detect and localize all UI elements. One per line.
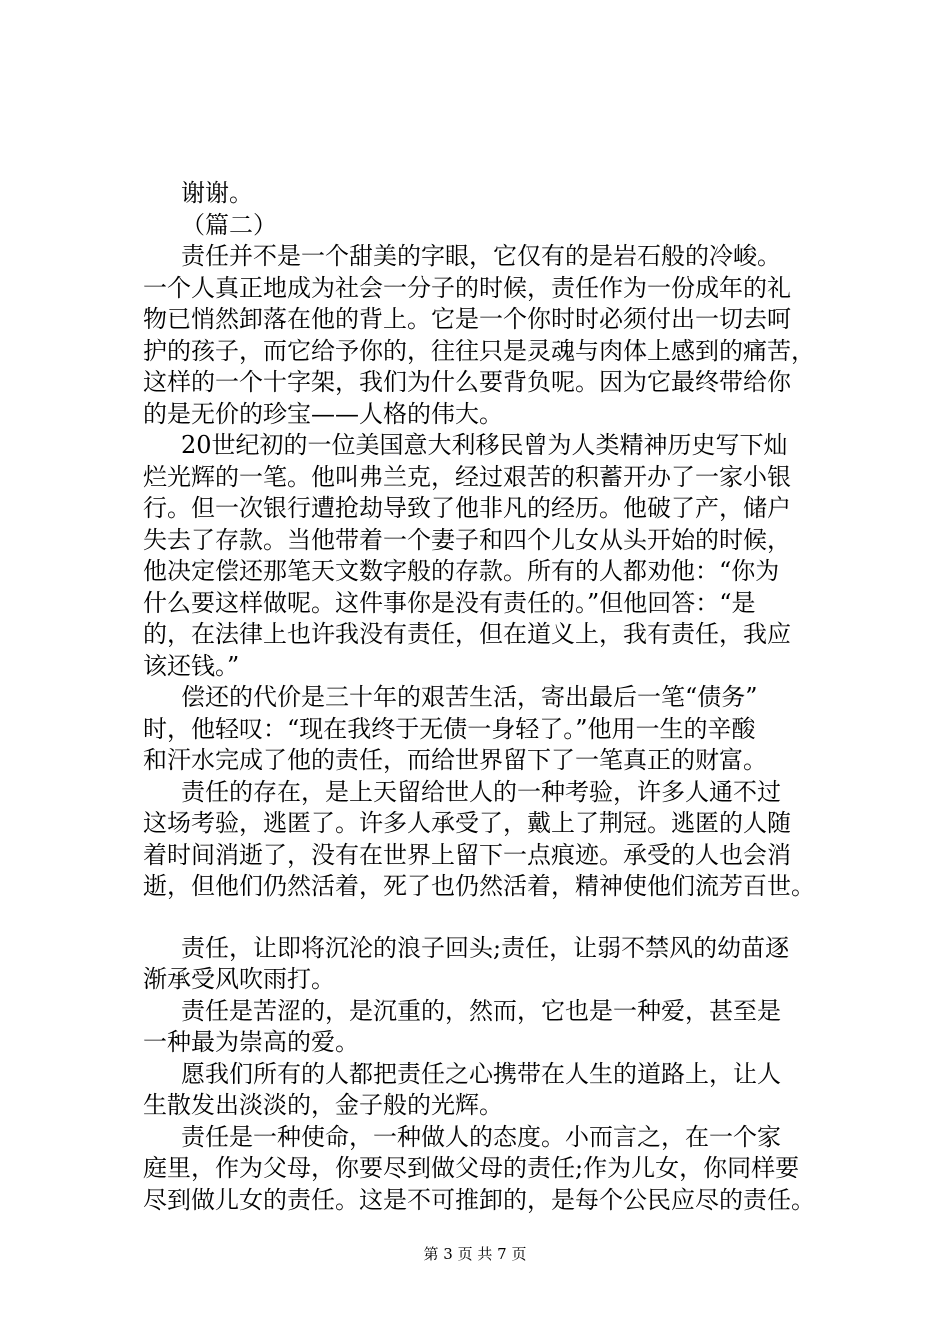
page-number: 第 3 页 共 7 页: [423, 1245, 527, 1263]
text-line: 和汗水完成了他的责任，而给世界留下了一笔真正的财富。: [143, 746, 767, 774]
text-line: 物已悄然卸落在他的背上。它是一个你时时必须付出一切去呵: [143, 305, 791, 333]
text-line: 尽到做儿女的责任。这是不可推卸的，是每个公民应尽的责任。: [143, 1185, 815, 1214]
text-line: 着时间消逝了，没有在世界上留下一点痕迹。承受的人也会消: [143, 840, 791, 869]
paragraph: [143, 430, 838, 682]
text-line: 渐承受风吹雨打。: [143, 965, 335, 993]
text-line: 20世纪初的一位美国意大利移民曾为人类精神历史写下灿: [181, 431, 788, 459]
section-heading: （篇二）: [181, 210, 277, 239]
paragraph: [143, 1059, 838, 1122]
paragraph: [143, 241, 838, 430]
text-line: 谢谢。: [181, 179, 253, 207]
paragraph: [143, 933, 838, 996]
paragraph: [143, 777, 838, 903]
paragraph: [143, 996, 838, 1059]
text-line: 时，他轻叹：“现在我终于无债一身轻了。”他用一生的辛酸: [143, 714, 756, 743]
text-line: 这样的一个十字架，我们为什么要背负呢。因为它最终带给你: [143, 368, 791, 396]
text-line: 责任的存在，是上天留给世人的一种考验，许多人通不过: [181, 777, 781, 806]
document-body: [143, 178, 838, 1216]
text-line: 什么要这样做呢。这件事你是没有责任的。”但他回答：“是: [143, 588, 756, 617]
text-line: 愿我们所有的人都把责任之心携带在人生的道路上，让人: [181, 1059, 781, 1088]
paragraph: [143, 682, 838, 777]
page-footer: [0, 1244, 950, 1264]
paragraph: [143, 1122, 838, 1217]
text-line: 责任，让即将沉沦的浪子回头;责任，让弱不禁风的幼苗逐: [181, 933, 790, 962]
text-line: 行。但一次银行遭抢劫导致了他非凡的经历。他破了产，储户: [143, 494, 791, 522]
text-line: 他决定偿还那笔天文数字般的存款。所有的人都劝他：“你为: [143, 557, 780, 585]
text-line: 责任并不是一个甜美的字眼，它仅有的是岩石般的冷峻。: [181, 242, 781, 270]
text-line: 责任是一种使命，一种做人的态度。小而言之，在一个家: [181, 1122, 781, 1151]
text-line: 逝，但他们仍然活着，死了也仍然活着，精神使他们流芳百世。: [143, 872, 815, 900]
text-line: 一个人真正地成为社会一分子的时候，责任作为一份成年的礼: [143, 273, 791, 302]
text-line: 庭里，作为父母，你要尽到做父母的责任;作为儿女，你同样要: [143, 1154, 800, 1182]
text-line: 护的孩子，而它给予你的，往往只是灵魂与肉体上感到的痛苦，: [143, 336, 815, 365]
text-line: 烂光辉的一笔。他叫弗兰克，经过艰苦的积蓄开办了一家小银: [143, 462, 791, 491]
text-line: 生散发出淡淡的，金子般的光辉。: [143, 1091, 503, 1119]
text-line: 一种最为崇高的爱。: [143, 1028, 359, 1056]
text-line: 的是无价的珍宝——人格的伟大。: [143, 399, 503, 428]
text-line: 该还钱。”: [143, 651, 240, 680]
text-line: 责任是苦涩的，是沉重的，然而，它也是一种爱，甚至是: [181, 996, 781, 1025]
blank-line: [143, 903, 838, 933]
text-line: 这场考验，逃匿了。许多人承受了，戴上了荆冠。逃匿的人随: [143, 809, 791, 837]
text-line: 的，在法律上也许我没有责任，但在道义上，我有责任，我应: [143, 620, 791, 648]
text-line: 偿还的代价是三十年的艰苦生活，寄出最后一笔“债务”: [181, 683, 758, 711]
text-line: 失去了存款。当他带着一个妻子和四个儿女从头开始的时候，: [143, 525, 791, 554]
